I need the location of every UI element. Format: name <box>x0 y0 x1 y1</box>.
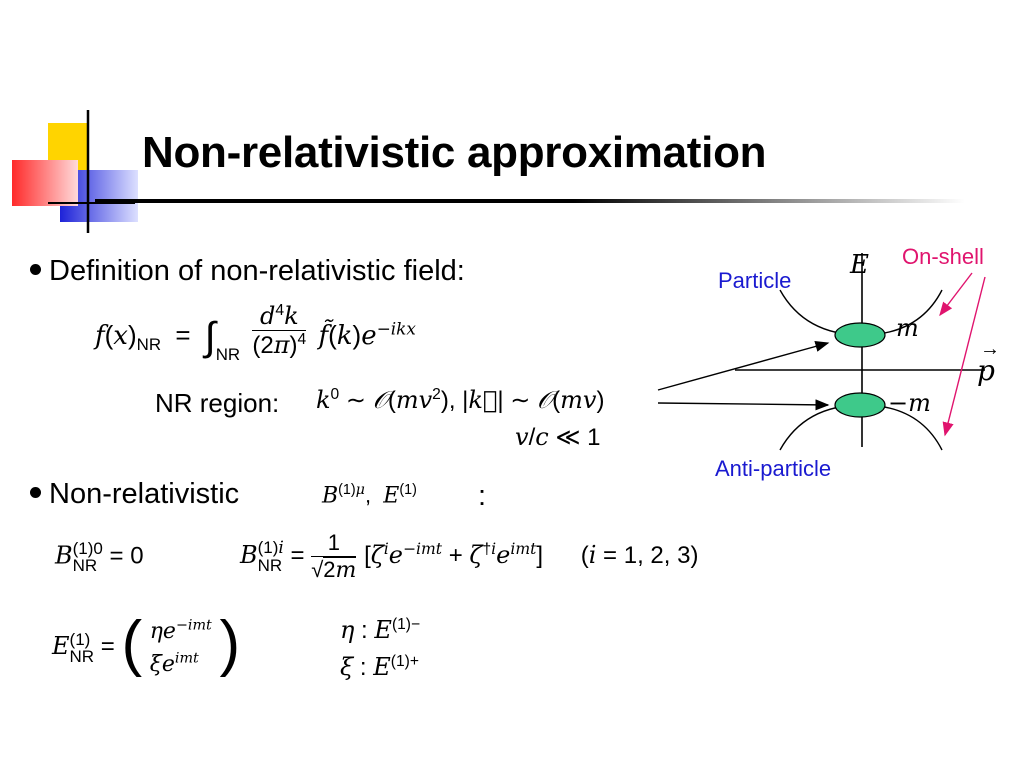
page-title: Non-relativistic approximation <box>142 128 767 177</box>
bullet-dot <box>30 264 41 275</box>
e-components-legend: η : $E^{(1)-}$ ξ : $E^{(1)+}$ <box>340 616 421 682</box>
negative-mass-label: −m <box>888 389 931 417</box>
mass-label: m <box>896 314 919 342</box>
nr-region-equation: $k^0$ ∼ $𝒪(mv^2)$, |k⃗| ∼ 𝒪(mv) <box>316 386 605 414</box>
title-underline <box>95 199 965 203</box>
b-zero-equation: B (1)0 NR = 0 <box>55 539 144 575</box>
axis-p-label: → p <box>977 338 1000 387</box>
bullet-definition-text: Definition of non-relativistic field: <box>49 255 465 287</box>
bullet-nonrelativistic-text: Non-relativistic <box>49 478 240 510</box>
field-definition-equation: $f(x)_{NR} = \int_{NR}$ $\frac{d^4k}{(2\pi)^4}$ $f̃(k)e^{-ikx}$ <box>95 302 416 365</box>
bullet-nonrelativistic <box>30 478 239 511</box>
antiparticle-region-ellipse <box>835 393 885 417</box>
arrow-to-antiparticle <box>658 403 828 405</box>
velocity-condition: v/c ≪ 1 <box>515 423 601 451</box>
e-equation: E (1) NR = ( $\eta e^{-imt}$ $\xi e^{imt}$ ) <box>52 609 241 678</box>
particle-label: Particle <box>718 268 792 293</box>
antiparticle-label: Anti-particle <box>715 456 832 481</box>
onshell-label: On-shell <box>902 244 984 269</box>
bullet-definition <box>30 255 465 288</box>
axis-p-letter: p <box>977 354 995 387</box>
bullet-nonrelativistic-colon: : <box>478 480 487 512</box>
particle-region-ellipse <box>835 323 885 347</box>
nr-region-label: NR region: <box>155 388 280 418</box>
bullet-dot <box>30 487 41 498</box>
arrow-to-particle <box>658 343 828 390</box>
field-symbols: $B^{(1)\mu}$, $E^{(1)}$ <box>322 482 417 509</box>
onshell-arrow-upper <box>940 273 972 315</box>
axis-e-label: E <box>850 250 869 280</box>
dispersion-diagram <box>640 235 1024 495</box>
slide-logo <box>0 105 140 235</box>
b-i-equation: B (1)i NR = $\frac{1}{√2m}$ $[\zeta^ie^{-imt} + \zeta^{\dagger i}e^{imt}] (i = 1$, 2, 3) <box>240 530 699 583</box>
